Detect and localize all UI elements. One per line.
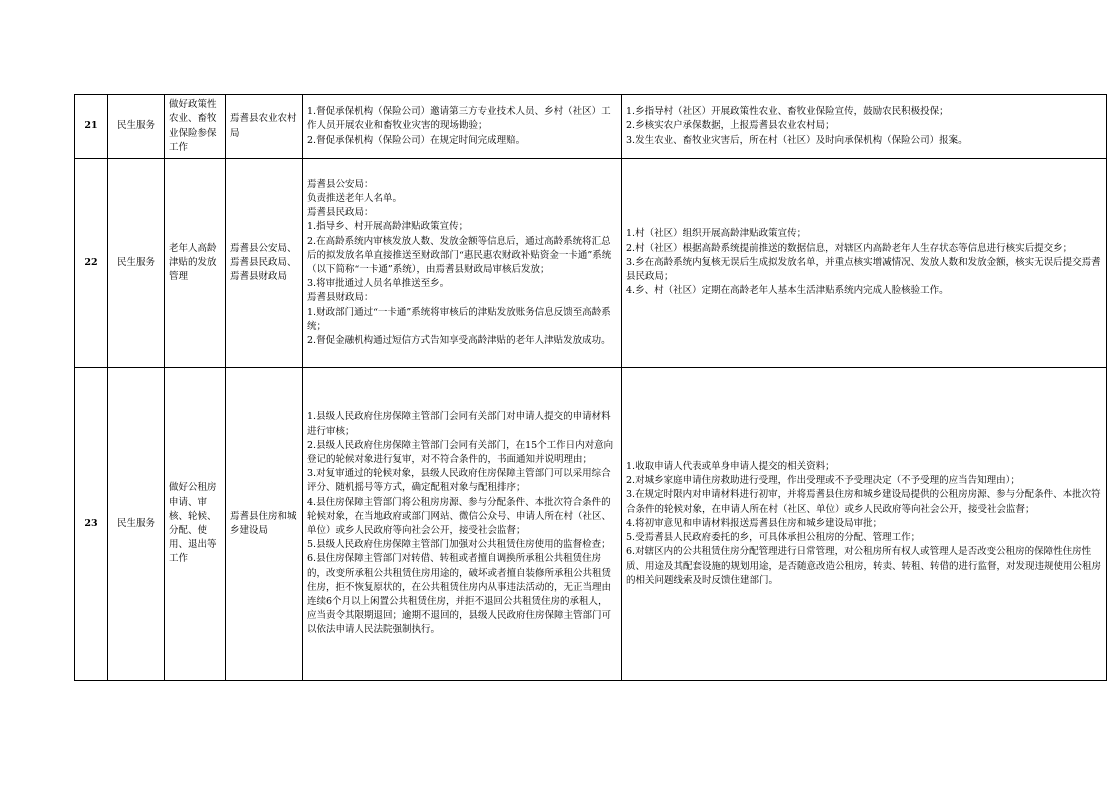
- duty-line: 3.乡在高龄系统内复核无误后生成拟发放名单，并重点核实增减情况、发放人数和发放金额，核实无误后提交焉耆县民政局；: [626, 256, 1101, 283]
- department-cell: 焉耆县住房和城乡建设局: [226, 368, 303, 681]
- responsibility-table: [74, 94, 1107, 681]
- table-row: [75, 368, 1107, 681]
- table-row: [75, 159, 1107, 368]
- department-cell: 焉耆县公安局、焉耆县民政局、焉耆县财政局: [226, 159, 303, 368]
- duty-line: 负责推送老年人名单。: [307, 192, 403, 204]
- department-duties-cell: [303, 95, 622, 159]
- duty-line: 4.将初审意见和申请材料报送焉耆县住房和城乡建设局审批；: [626, 517, 883, 529]
- duty-line: 6.对辖区内的公共租赁住房分配管理进行日常管理，对公租房所有权人或管理人是否改变公租房的保障性住房性质、用途及其配套设施的规划用途，是否随意改造公租房，转卖、转租、转借的进行监督，对发现违规使用公租房的相关问题线索及时反馈住建部门。: [626, 546, 1102, 586]
- duty-line: 1.财政部门通过“一卡通”系统将审核后的津贴发放账务信息反馈至高龄系统；: [307, 306, 611, 332]
- category-cell: 民生服务: [108, 95, 165, 159]
- row-number: 22: [75, 159, 108, 368]
- duty-line: 2.对城乡家庭申请住房救助进行受理，作出受理或不予受理决定（不予受理的应当告知理由）；: [626, 475, 1020, 487]
- table-body: [75, 95, 1107, 681]
- duty-line: 5.县级人民政府住房保障主管部门加强对公共租赁住房使用的监督检查；: [307, 539, 611, 551]
- duty-line: 2.县级人民政府住房保障主管部门会同有关部门，在15个工作日内对意向登记的轮候对象进行复审，对不符合条件的，书面通知并说明理由；: [307, 439, 614, 465]
- township-duties-cell: [622, 159, 1107, 368]
- duty-line: 1.村（社区）组织开展高龄津贴政策宣传；: [626, 228, 807, 240]
- duty-line: 1.收取申请人代表或单身申请人提交的相关资料；: [626, 461, 835, 473]
- duty-line: 1.督促承保机构（保险公司）邀请第三方专业技术人员、乡村（社区）工作人员开展农业和畜牧业灾害的现场勘验；: [307, 106, 611, 132]
- duty-line: 3.发生农业、畜牧业灾害后，所在村（社区）及时向承保机构（保险公司）报案。: [626, 134, 968, 146]
- duty-line: 1.乡指导村（社区）开展政策性农业、畜牧业保险宣传，鼓励农民积极投保；: [626, 106, 949, 118]
- duty-line: 3.在规定时限内对申请材料进行初审，并将焉耆县住房和城乡建设局提供的公租房房源、参与分配条件、本批次符合条件的轮候对象，在申请人所在村（社区、单位）或乡人民政府等向社会公开，接受社会监督；: [626, 489, 1101, 515]
- row-number: 23: [75, 368, 108, 681]
- duty-line: 6.县住房保障主管部门对转借、转租或者擅自调换所承租公共租赁住房的，改变所承租公共租赁住房用途的，破坏或者擅自装修所承租公共租赁住房，拒不恢复原状的，在公共租赁住房内从事违法活动的，无正当理由连续6个月以上闲置公共租赁住房，并拒不退回公共租赁住房的承租人，应当责令其限期退回；逾期不退回的，县级人民政府住房保障主管部门可以依法申请人民法院强制执行。: [307, 553, 612, 636]
- item-cell: 做好政策性农业、畜牧业保险参保工作: [165, 95, 226, 159]
- department-cell: 焉耆县农业农村局: [226, 95, 303, 159]
- township-duties-cell: [622, 368, 1107, 681]
- duty-line: 4.县住房保障主管部门将公租房房源、参与分配条件、本批次符合条件的轮候对象，在当地政府或部门网站、微信公众号、申请人所在村（社区、单位）或乡人民政府等向社会公开，接受社会监督；: [307, 496, 612, 536]
- duty-line: 2.督促金融机构通过短信方式告知享受高龄津贴的老年人津贴发放成功。: [307, 335, 611, 347]
- duty-line: 2.督促承保机构（保险公司）在规定时间完成理赔。: [307, 134, 526, 146]
- row-number: 21: [75, 95, 108, 159]
- duty-line: 焉耆县公安局：: [307, 178, 374, 190]
- duty-line: 2.乡核实农户承保数据，上报焉耆县农业农村局；: [626, 120, 835, 132]
- duty-line: 1.县级人民政府住房保障主管部门会同有关部门对申请人提交的申请材料进行审核；: [307, 411, 611, 437]
- duty-line: 2.在高龄系统内审核发放人数、发放金额等信息后，通过高龄系统将汇总后的拟发放名单直接推送至财政部门“惠民惠农财政补贴资金一卡通”系统（以下简称“一卡通”系统），由焉耆县财政局审核后发放；: [307, 235, 612, 275]
- department-duties-cell: [303, 159, 622, 368]
- duty-line: 3.对复审通过的轮候对象，县级人民政府住房保障主管部门可以采用综合评分、随机摇号等方式，确定配租对象与配租排序；: [307, 468, 611, 494]
- duty-line: 焉耆县财政局：: [307, 292, 374, 304]
- duty-line: 焉耆县民政局：: [307, 207, 374, 219]
- item-cell: 老年人高龄津贴的发放管理: [165, 159, 226, 368]
- duty-line: 1.指导乡、村开展高龄津贴政策宣传；: [307, 221, 469, 233]
- category-cell: 民生服务: [108, 368, 165, 681]
- duty-line: 4.乡、村（社区）定期在高龄老年人基本生活津贴系统内完成人脸核验工作。: [626, 285, 949, 297]
- table-row: [75, 95, 1107, 159]
- category-cell: 民生服务: [108, 159, 165, 368]
- township-duties-cell: [622, 95, 1107, 159]
- duty-line: 3.将审批通过人员名单推送至乡。: [307, 278, 450, 290]
- item-cell: 做好公租房申请、审核、轮候、分配、使用、退出等工作: [165, 368, 226, 681]
- duty-line: 5.受焉耆县人民政府委托的乡，可具体承担公租房的分配、管理工作；: [626, 532, 921, 544]
- duty-line: 2.村（社区）根据高龄系统提前推送的数据信息，对辖区内高龄老年人生存状态等信息进行核实后提交乡；: [626, 242, 1073, 254]
- department-duties-cell: [303, 368, 622, 681]
